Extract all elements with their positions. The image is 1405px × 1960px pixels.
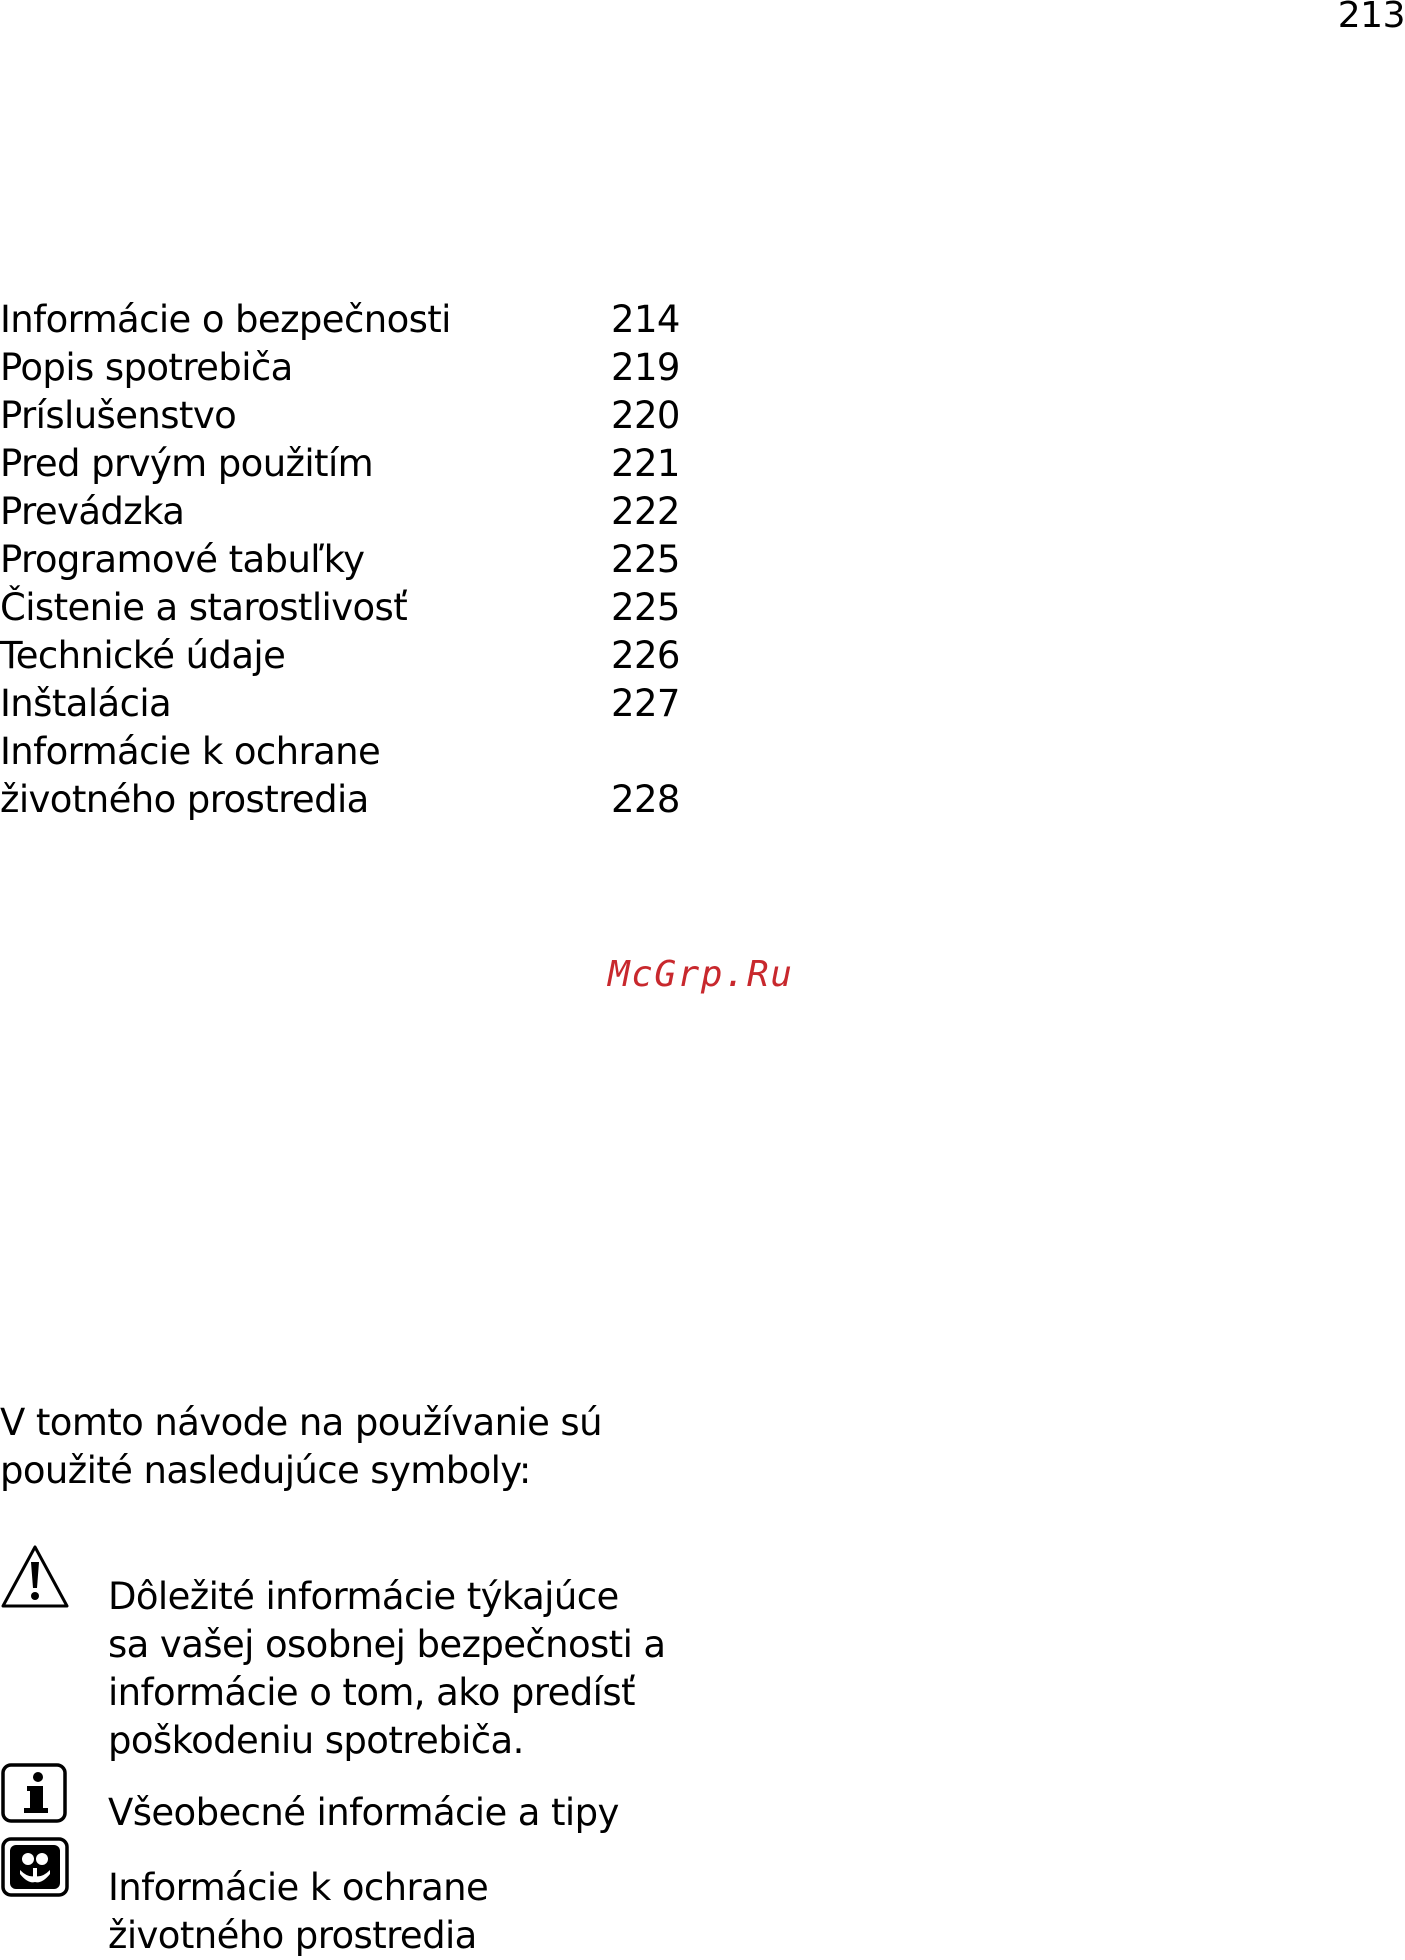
toc-entry[interactable] — [0, 680, 700, 728]
toc-entry[interactable] — [0, 344, 700, 392]
symbol-text: Dôležité informácie týkajúce sa vašej osobnej bezpečnosti a informácie o tom, ako predísť poškodeniu spotrebiča. — [108, 1575, 666, 1762]
toc-entry-page: 226 — [611, 634, 680, 677]
toc-entry-page: 214 — [611, 298, 680, 341]
watermark: McGrp.Ru — [608, 954, 794, 995]
toc-entry-page: 225 — [611, 538, 680, 581]
toc-entry[interactable] — [0, 296, 700, 344]
toc-entry-title: Informácie o bezpečnosti — [0, 298, 451, 341]
toc-entry[interactable] — [0, 536, 700, 584]
toc-entry[interactable] — [0, 728, 680, 824]
toc-entry-title: Technické údaje — [0, 634, 286, 677]
toc-entry-title: Pred prvým použitím — [0, 442, 374, 485]
toc-entry-title: Čistenie a starostlivosť — [0, 586, 408, 629]
toc-entry-title: Inštalácia — [0, 682, 172, 725]
symbol-text: Všeobecné informácie a tipy — [108, 1791, 619, 1834]
page-number: 213 — [1337, 0, 1405, 36]
toc-entry-title: Prevádzka — [0, 490, 185, 533]
toc-entry-page: 222 — [611, 490, 680, 533]
info-icon — [0, 1762, 68, 1828]
toc-entry-page: 221 — [611, 442, 680, 485]
toc-entry-title: Popis spotrebiča — [0, 346, 293, 389]
toc-entry-page: 227 — [611, 682, 680, 725]
toc-entry[interactable] — [0, 392, 700, 440]
warning-triangle-icon — [0, 1544, 70, 1614]
toc-entry[interactable] — [0, 632, 700, 680]
table-of-contents — [0, 296, 700, 824]
toc-entry-title: Programové tabuľky — [0, 538, 365, 581]
environment-icon — [0, 1836, 70, 1902]
toc-entry-page: 225 — [611, 586, 680, 629]
toc-entry[interactable] — [0, 440, 700, 488]
toc-entry-page: 228 — [611, 778, 680, 821]
symbol-text: Informácie k ochrane životného prostredia — [108, 1866, 489, 1957]
toc-entry-page: 220 — [611, 394, 680, 437]
toc-entry-title: Informácie k ochrane životného prostredia — [0, 730, 381, 821]
toc-entry[interactable] — [0, 584, 700, 632]
toc-entry-title: Príslušenstvo — [0, 394, 237, 437]
symbols-intro: V tomto návode na používanie sú použité nasledujúce symboly: — [0, 1401, 602, 1492]
toc-entry-page: 219 — [611, 346, 680, 389]
toc-entry[interactable] — [0, 488, 700, 536]
